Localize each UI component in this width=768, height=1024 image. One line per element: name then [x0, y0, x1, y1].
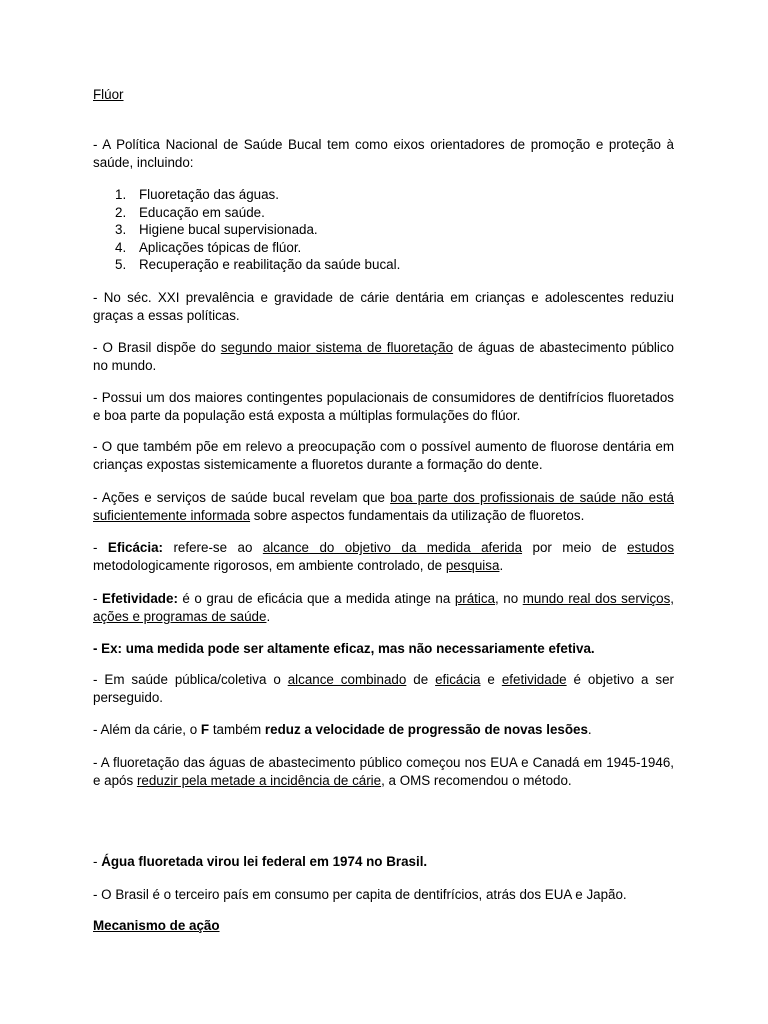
list-item: 1. Fluoretação das águas.	[115, 187, 279, 202]
paragraph-public-health: - Em saúde pública/coletiva o alcance combinado de eficácia e efetividade é objetivo a ser perseguido.	[93, 672, 674, 705]
section-title: Mecanismo de ação	[93, 918, 220, 933]
document-title: Flúor	[93, 87, 124, 102]
list-item: 2. Educação em saúde.	[115, 204, 265, 220]
list-item: 5. Recuperação e reabilitação da saúde bucal.	[115, 257, 401, 273]
paragraph-effectiveness: - Efetividade: é o grau de eficácia que a medida atinge na prática, no mundo real dos serviços, ações e programas de saúde.	[93, 591, 675, 624]
paragraph-dentifrice-ranking: - O Brasil é o terceiro país em consumo per capita de dentifrícios, atrás dos EUA e Japão.	[93, 887, 627, 902]
paragraph-efficacy: - Eficácia: refere-se ao alcance do objetivo da medida aferida por meio de estudos metodologicamente rigorosos, em ambiente controlado, de pesquisa.	[93, 540, 675, 573]
paragraph-lesion-progression: - Além da cárie, o F também reduz a velocidade de progressão de novas lesões.	[93, 722, 592, 737]
paragraph-federal-law: - Água fluoretada virou lei federal em 1974 no Brasil.	[93, 854, 428, 869]
paragraph-fluoridation-system: - O Brasil dispõe do segundo maior sistema de fluoretação de águas de abastecimento público no mundo.	[93, 340, 674, 373]
list-item: 4. Aplicações tópicas de flúor.	[115, 239, 302, 255]
paragraph-fluorosis: - O que também põe em relevo a preocupação com o possível aumento de fluorose dentária em crianças expostas sistemicamente a fluoretos durante a formação do dente.	[93, 439, 674, 472]
paragraph-fluoridation-history: - A fluoretação das águas de abastecimento público começou nos EUA e Canadá em 1945-1946, e após reduzir pela metade a incidência de cárie, a OMS recomendou o método.	[93, 755, 674, 788]
numbered-list	[93, 186, 400, 274]
paragraph-professionals: - Ações e serviços de saúde bucal revelam que boa parte dos profissionais de saúde não está suficientemente informada sobre aspectos fundamentais da utilização de fluoretos.	[93, 490, 674, 523]
paragraph-dentifrice-consumers: - Possui um dos maiores contingentes populacionais de consumidores de dentifrícios fluoretados e boa parte da população está exposta a múltiplas formulações do flúor.	[93, 390, 674, 423]
paragraph-caries-reduction: - No séc. XXI prevalência e gravidade de cárie dentária em crianças e adolescentes reduziu graças a essas políticas.	[93, 290, 674, 323]
intro-paragraph: - A Política Nacional de Saúde Bucal tem como eixos orientadores de promoção e proteção à saúde, incluindo:	[93, 137, 674, 170]
list-item: 3. Higiene bucal supervisionada.	[115, 222, 318, 238]
paragraph-example: - Ex: uma medida pode ser altamente eficaz, mas não necessariamente efetiva.	[93, 641, 595, 656]
